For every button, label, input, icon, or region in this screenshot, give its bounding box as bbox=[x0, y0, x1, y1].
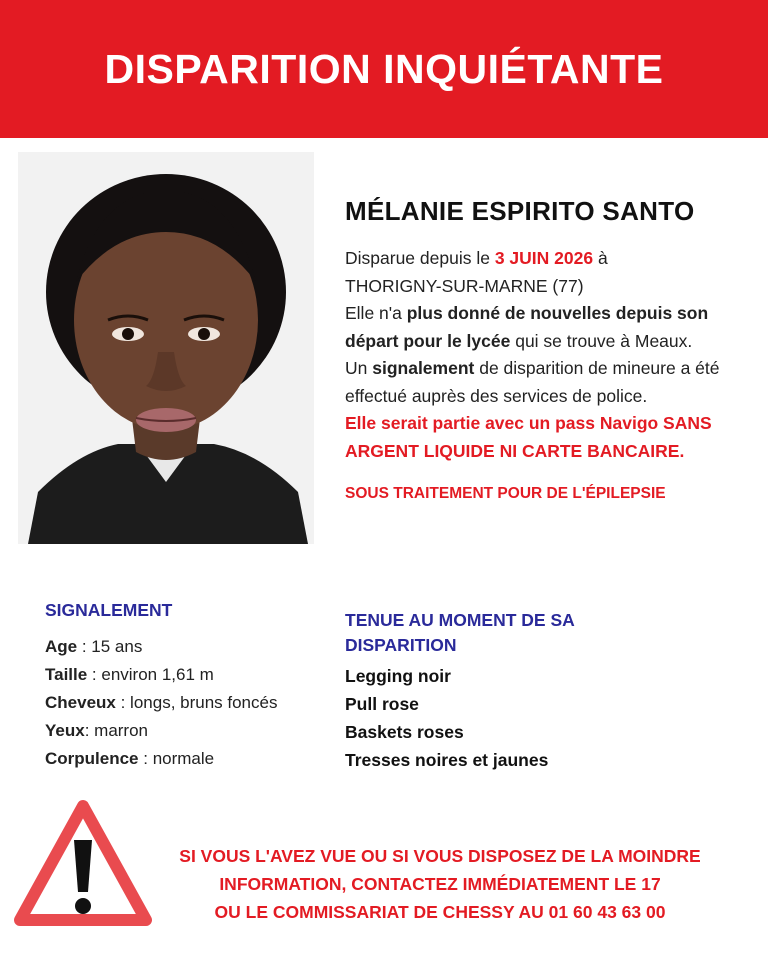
header-banner bbox=[0, 0, 768, 138]
clothing-item: Legging noir bbox=[345, 666, 451, 686]
signalement-row: Yeux: marron bbox=[45, 721, 149, 740]
signalement-row: Taille : environ 1,61 m bbox=[45, 665, 214, 684]
contact-line-3: OU LE COMMISSARIAT DE CHESSY AU 01 60 43 63 00 bbox=[214, 902, 666, 922]
treatment-notice: SOUS TRAITEMENT POUR DE L'ÉPILEPSIE bbox=[345, 485, 666, 502]
clothing-item: Tresses noires et jaunes bbox=[345, 750, 549, 770]
signalement-row: Cheveux : longs, bruns foncés bbox=[45, 693, 278, 712]
navigo-alert: Elle serait partie avec un pass Navigo SANS ARGENT LIQUIDE NI CARTE BANCAIRE. bbox=[345, 413, 712, 461]
disappearance-place: THORIGNY-SUR-MARNE (77) bbox=[345, 275, 584, 296]
report-paragraph: Un signalement de disparition de mineure a été effectué auprès des services de police. bbox=[345, 358, 720, 406]
contact-message bbox=[130, 842, 750, 926]
clothing-section bbox=[345, 608, 625, 774]
last-news-paragraph: Elle n'a plus donné de nouvelles depuis son départ pour le lycée qui se trouve à Meaux. bbox=[345, 303, 709, 351]
clothing-heading: TENUE AU MOMENT DE SA DISPARITION bbox=[345, 610, 575, 655]
contact-line-1: SI VOUS L'AVEZ VUE OU SI VOUS DISPOSEZ DE LA MOINDRE bbox=[179, 846, 701, 866]
person-photo bbox=[18, 152, 314, 544]
clothing-item: Baskets roses bbox=[345, 722, 464, 742]
disappearance-description bbox=[345, 245, 745, 410]
signalement-row: Age : 15 ans bbox=[45, 637, 143, 656]
person-details bbox=[345, 196, 745, 503]
disappearance-date: 3 JUIN 2026 bbox=[494, 248, 594, 268]
page-title: DISPARITION INQUIÉTANTE bbox=[104, 45, 664, 92]
clothing-item: Pull rose bbox=[345, 694, 419, 714]
contact-line-2: INFORMATION, CONTACTEZ IMMÉDIATEMENT LE 17 bbox=[219, 874, 661, 894]
person-name: MÉLANIE ESPIRITO SANTO bbox=[345, 196, 695, 226]
disappearance-date-line: Disparue depuis le 3 JUIN 2026 à bbox=[345, 248, 608, 268]
signalement-row: Corpulence : normale bbox=[45, 749, 215, 768]
signalement-section bbox=[45, 598, 335, 773]
signalement-heading: SIGNALEMENT bbox=[45, 600, 173, 620]
